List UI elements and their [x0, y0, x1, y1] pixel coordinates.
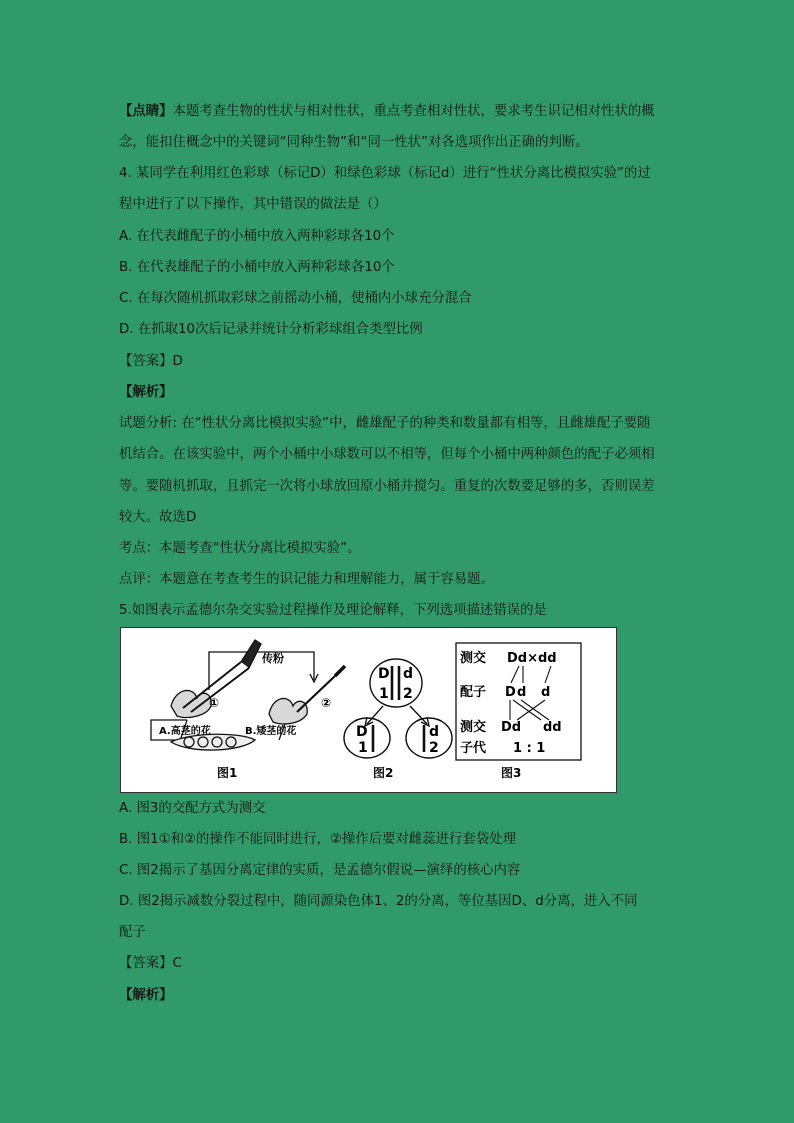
fig3-row1-cross: Dd×dd: [507, 651, 557, 666]
forceps-a-handle: [241, 640, 261, 668]
fig3-arrow: [545, 666, 551, 683]
q4-analysis-line-1: 试题分析: 在“性状分离比模拟实验”中，雌雄配子的种类和数量都有相等，且雌雄配子要随: [119, 416, 651, 431]
q4-option-d: D. 在抓取10次后记录并统计分析彩球组合类型比例: [119, 322, 423, 337]
fig3-row3-label: 测交: [460, 720, 487, 735]
fig2-cell1-top: D: [356, 724, 368, 740]
q5-option-d-cont: 配子: [119, 925, 146, 940]
fig3-arrow: [511, 666, 519, 683]
fig1-caption: 图1: [217, 766, 238, 780]
dianjing-tag: 【点睛】: [119, 104, 173, 119]
dianjing-line-2: 念，能扣住概念中的关键词“同种生物”和“同一性状”对各选项作出正确的判断。: [119, 135, 589, 150]
fig2-cell2-bottom: 2: [429, 740, 439, 756]
fig3-row2-label: 配子: [460, 685, 487, 700]
fig3-arrow: [513, 700, 541, 720]
flower-a-icon: [171, 690, 211, 717]
dianjing-text-1: 本题考查生物的性状与相对性状，重点考查相对性状，要求考生识记相对性状的概: [172, 104, 655, 119]
fig2-caption: 图2: [373, 766, 394, 780]
q4-stem-line-2: 程中进行了以下操作，其中错误的做法是（）: [119, 197, 387, 212]
q4-answer: 【答案】D: [119, 354, 183, 369]
fig2-mid-right: 2: [403, 686, 413, 702]
q5-option-c: C. 图2揭示了基因分离定律的实质，是孟德尔假说—演绎的核心内容: [119, 863, 521, 878]
q4-option-c: C. 在每次随机抓取彩球之前摇动小桶，使桶内小球充分混合: [119, 291, 472, 306]
fig2-top-right: d: [403, 666, 414, 682]
fig3-gamete-d2: d: [541, 685, 551, 700]
q4-analysis-line-2: 机结合。在该实验中，两个小桶中小球数可以不相等，但每个小桶中两种颜色的配子必须相: [119, 447, 655, 462]
q5-figure: [120, 627, 617, 793]
fig3-caption: 图3: [501, 766, 522, 780]
fig2-cell2-top: d: [429, 724, 440, 740]
q4-stem-line-1: 4. 某同学在利用红色彩球（标记D）和绿色彩球（标记d）进行“性状分离比模拟实验”的过: [119, 166, 651, 181]
fig3-gamete-D: D: [505, 685, 516, 700]
q5-figure-svg: [121, 628, 616, 792]
brush-tip-icon: [335, 666, 345, 676]
q4-kaodian: 考点：本题考查“性状分离比模拟实验”。: [119, 541, 361, 556]
flower-b-icon: [269, 698, 307, 723]
fig3-row4-label: 子代: [460, 741, 487, 756]
fig2-mid-left: 1: [379, 686, 389, 702]
fig3-gamete-d1: d: [517, 685, 527, 700]
fig2-top-left: D: [378, 666, 390, 682]
fig1-label-a: A.高茎的花: [159, 726, 211, 737]
fig3-arrow: [521, 700, 549, 720]
fig2-cell1-bottom: 1: [358, 740, 368, 756]
fig1-label-b: B.矮茎的花: [245, 726, 297, 737]
fig1-label-chuanfen: 传粉: [262, 652, 284, 665]
fig1-circle-1: ①: [209, 696, 220, 710]
q4-option-a: A. 在代表雌配子的小桶中放入两种彩球各10个: [119, 229, 395, 244]
q4-analysis-line-3: 等。要随机抓取，且抓完一次将小球放回原小桶并搅匀。重复的次数要足够的多，否则误差: [119, 479, 655, 494]
fig3-ratio: 1 : 1: [513, 741, 546, 756]
q4-analysis-tag: 【解析】: [119, 385, 173, 400]
q4-analysis-line-4: 较大。故选D: [119, 510, 197, 525]
fig3-offspring-2: dd: [543, 720, 562, 735]
q5-analysis-tag: 【解析】: [119, 988, 173, 1003]
fig3-arrow: [517, 700, 545, 720]
q5-option-a: A. 图3的交配方式为测交: [119, 801, 266, 816]
q5-answer: 【答案】C: [119, 956, 182, 971]
fig1-circle-2: ②: [321, 696, 332, 710]
fig3-offspring-1: Dd: [501, 720, 522, 735]
q5-option-d: D. 图2揭示减数分裂过程中，随同源染色体1、2的分离，等位基因D、d分离，进入不同: [119, 894, 638, 909]
fig3-row1-label: 测交: [460, 651, 487, 666]
q4-dianping: 点评：本题意在考查考生的识记能力和理解能力，属于容易题。: [119, 572, 494, 587]
q5-option-b: B. 图1①和②的操作不能同时进行，②操作后要对雌蕊进行套袋处理: [119, 832, 516, 847]
dianjing-line-1: [119, 102, 679, 122]
q5-stem: 5.如图表示孟德尔杂交实验过程操作及理论解释，下列选项描述错误的是: [119, 603, 547, 618]
fig2-arrow-right: [410, 706, 427, 724]
q4-option-b: B. 在代表雄配子的小桶中放入两种彩球各10个: [119, 260, 395, 275]
